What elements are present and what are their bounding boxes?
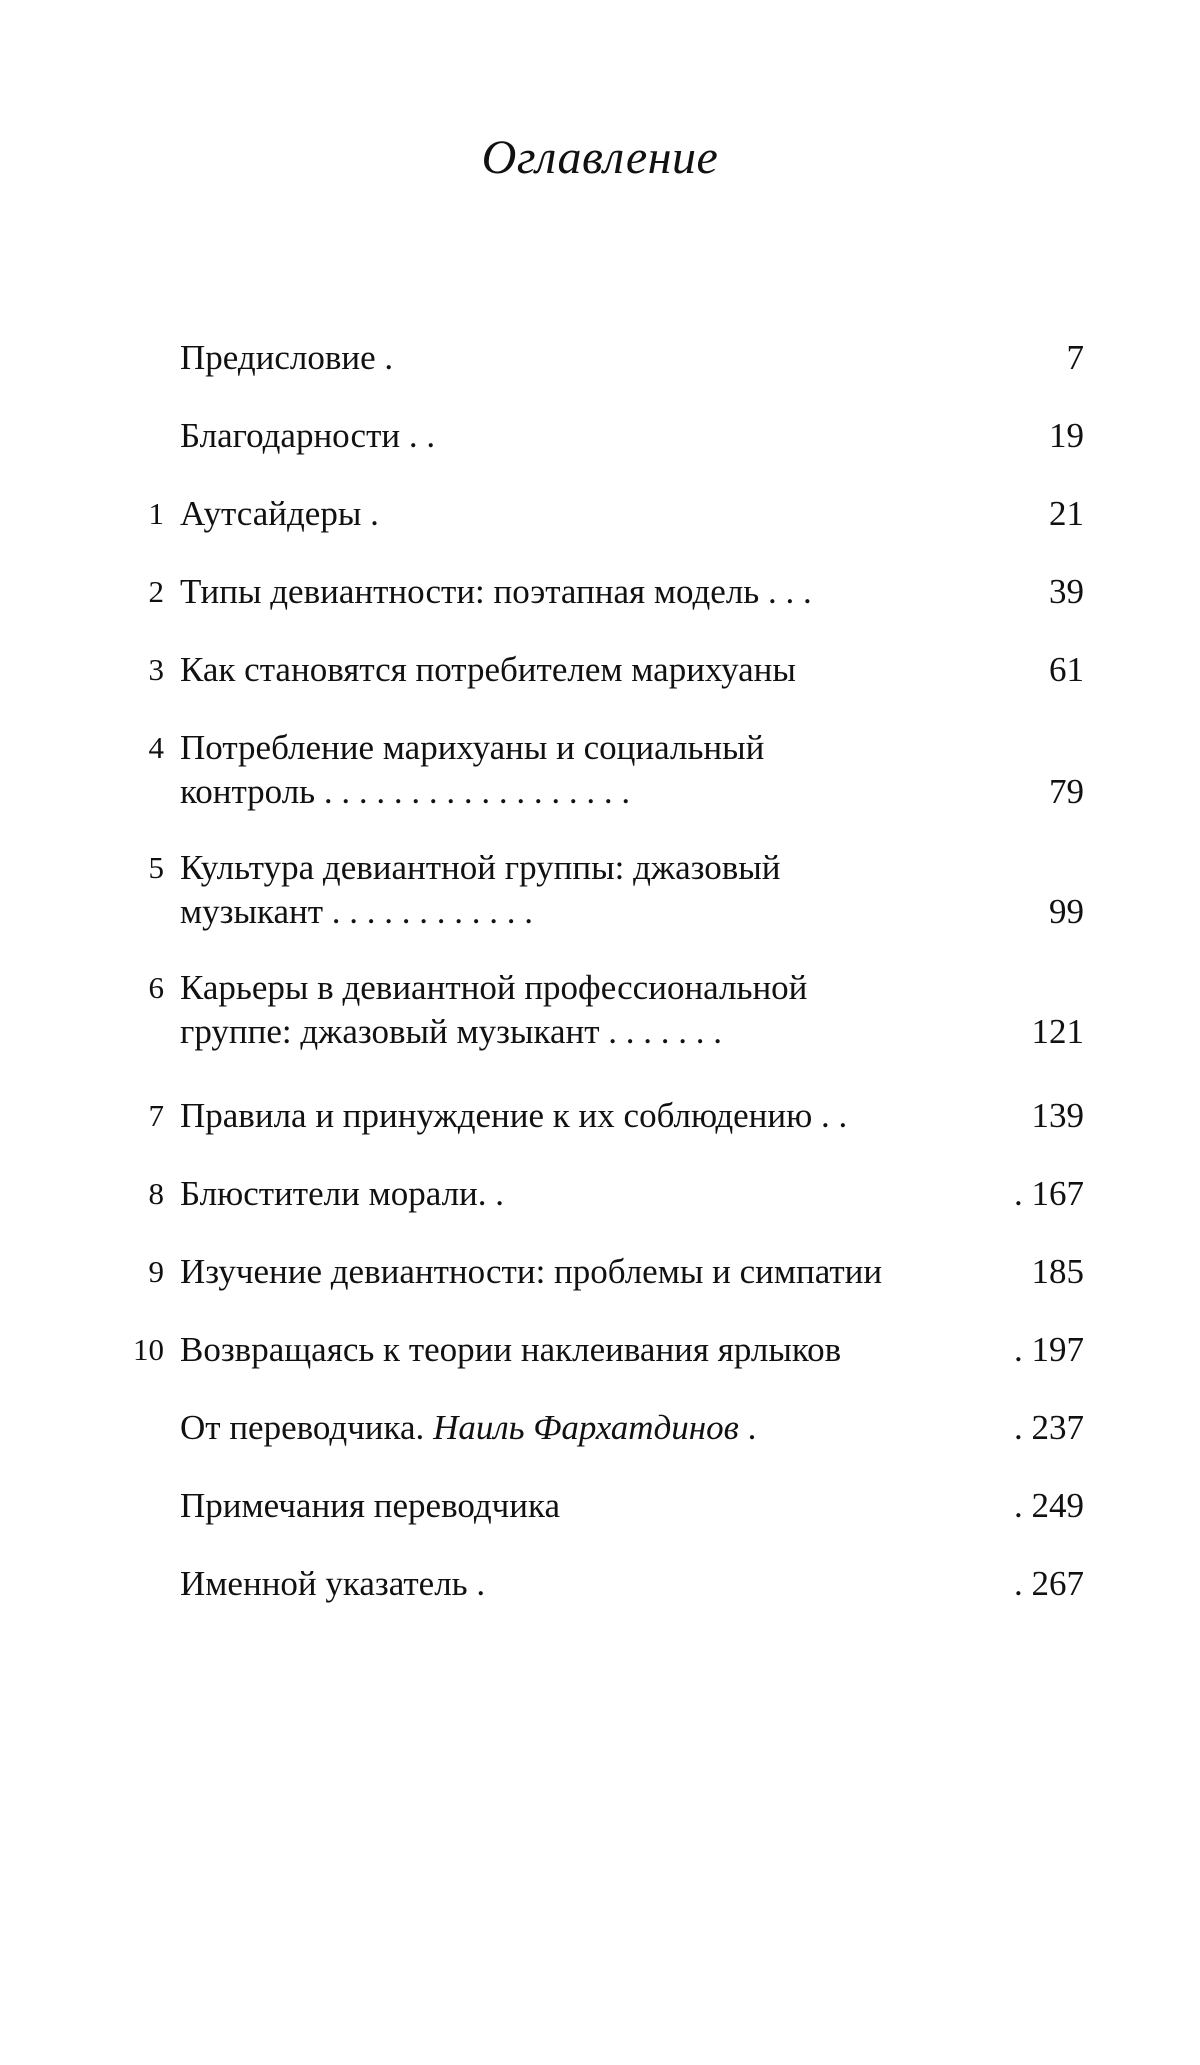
toc-entry-number: 7	[148, 1098, 164, 1133]
toc-entry-title-block	[180, 966, 980, 1054]
toc-entry-page: 7	[1066, 338, 1084, 377]
toc-entry-title: Изучение девиантности: проблемы и симпатии	[180, 1252, 883, 1291]
toc-entry-number: 6	[148, 970, 164, 1005]
toc-entry-page: 99	[1049, 892, 1084, 931]
toc-entry-title: Типы девиантности: поэтапная модель . . .	[180, 572, 812, 611]
toc-entry-title-continued: музыкант . . . . . . . . . . . .	[180, 892, 534, 931]
toc-entry-title: Аутсайдеры .	[180, 494, 379, 533]
toc-entry-number: 9	[148, 1254, 164, 1289]
toc-entry-page: 139	[1031, 1096, 1084, 1135]
toc-entry-number: 1	[148, 496, 164, 531]
toc-entry-page: . 237	[1014, 1408, 1084, 1447]
toc-entry-page: . 167	[1014, 1174, 1084, 1213]
toc-entry-author: Наиль Фархатдинов	[433, 1408, 739, 1447]
toc-entry-title: Культура девиантной группы: джазовый	[180, 848, 781, 887]
toc-entry-page: . 197	[1014, 1330, 1084, 1369]
toc-entry-page: 185	[1031, 1252, 1084, 1291]
toc-entry-page: . 249	[1014, 1486, 1084, 1525]
toc-entry-title: Предисловие .	[180, 338, 394, 377]
toc-entry-page: 19	[1049, 416, 1084, 455]
toc-entry-title-block	[180, 726, 980, 814]
toc-entry-title: Благодарности . .	[180, 416, 436, 455]
toc-entry-title-block	[180, 846, 980, 934]
toc-entry-number: 3	[148, 652, 164, 687]
toc-entry-title: Именной указатель .	[180, 1564, 486, 1603]
toc-entry-number: 2	[148, 574, 164, 609]
toc-entry-number: 5	[148, 850, 164, 885]
toc-entry-number: 8	[148, 1176, 164, 1211]
toc-entry-page: . 267	[1014, 1564, 1084, 1603]
toc-entry-number: 10	[133, 1332, 164, 1367]
toc-entry-title: Потребление марихуаны и социальный	[180, 728, 765, 767]
toc-entry-title: Примечания переводчика	[180, 1486, 560, 1525]
toc-entry-title-tail: .	[738, 1408, 757, 1447]
page-title: Оглавление	[481, 131, 719, 184]
toc-entry-page: 61	[1049, 650, 1084, 689]
toc-entry-title: Блюстители морали. .	[180, 1174, 505, 1213]
toc-entry-title-continued: группе: джазовый музыкант . . . . . . .	[180, 1012, 723, 1051]
toc-entry-title: Карьеры в девиантной профессиональной	[180, 968, 808, 1007]
toc-entry-number: 4	[148, 730, 164, 765]
toc-entry-title: Как становятся потребителем марихуаны	[180, 650, 796, 689]
toc-entry-page: 21	[1049, 494, 1084, 533]
toc-entry-page: 39	[1049, 572, 1084, 611]
toc-entry-page: 121	[1031, 1012, 1084, 1051]
toc-entry-title-continued: контроль . . . . . . . . . . . . . . . . . .	[180, 772, 631, 811]
toc-entry-title: Правила и принуждение к их соблюдению . .	[180, 1096, 848, 1135]
toc-entry-title: От переводчика.	[180, 1408, 434, 1447]
toc-entry-title: Возвращаясь к теории наклеивания ярлыков	[180, 1330, 842, 1369]
toc-entry-title-block	[180, 1406, 980, 1450]
toc-entry-page: 79	[1049, 772, 1084, 811]
